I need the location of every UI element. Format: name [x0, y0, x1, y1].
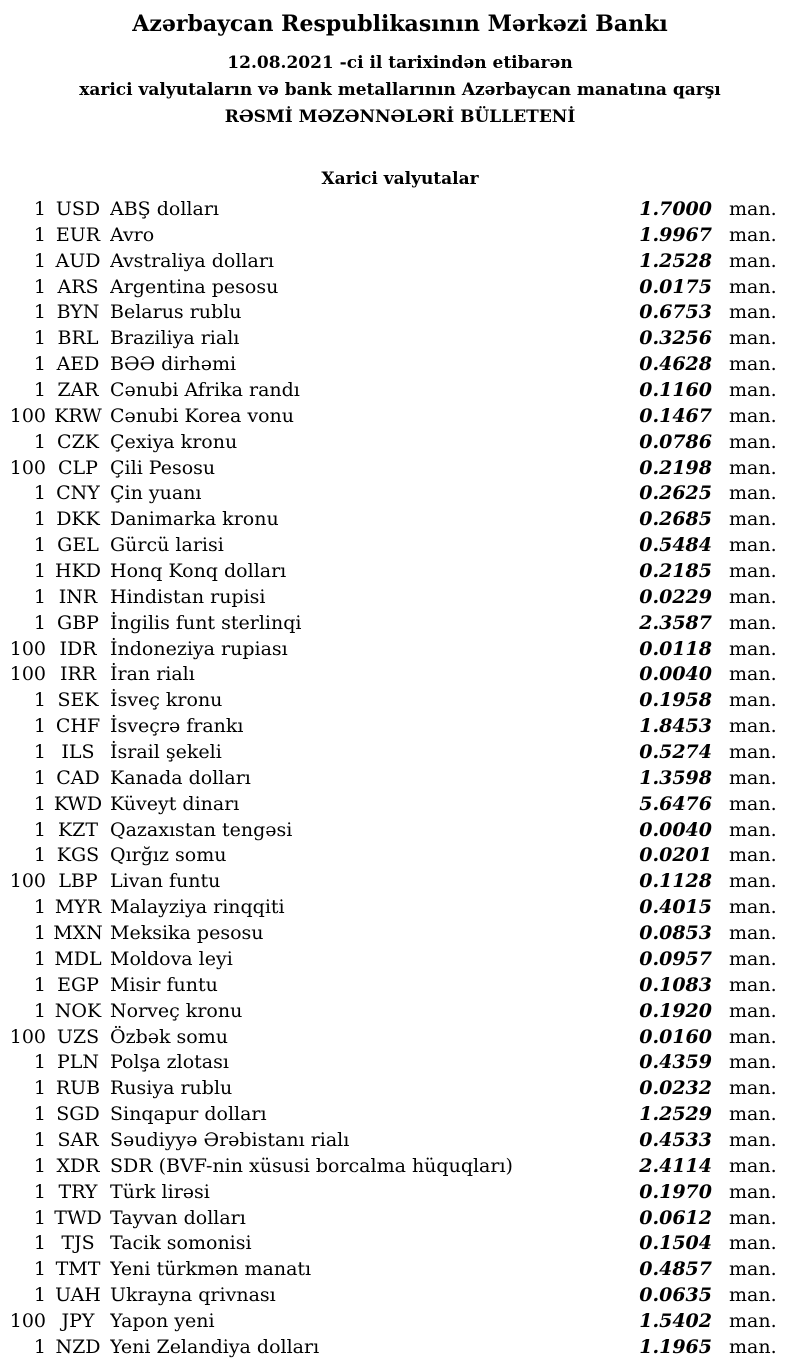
- code-cell: ILS: [61, 741, 95, 764]
- name-cell: Qırğız somu: [110, 844, 227, 867]
- code-cell: MXN: [53, 922, 103, 945]
- rate-cell: 0.4015: [639, 896, 712, 919]
- rate-cell: 0.0635: [639, 1284, 712, 1307]
- qty-cell: 1: [33, 1335, 46, 1358]
- qty-cell: 1: [33, 1128, 46, 1151]
- rate-cell: 2.3587: [639, 611, 712, 634]
- unit-cell: man.: [729, 741, 777, 764]
- qty-cell: 1: [33, 1103, 46, 1126]
- rate-cell: 0.5484: [639, 534, 712, 557]
- rate-cell: 0.5274: [639, 741, 712, 764]
- name-cell: İsrail şekeli: [110, 741, 222, 764]
- name-cell: İsveç kronu: [110, 689, 223, 712]
- unit-cell: man.: [729, 585, 777, 608]
- rate-row: [0, 1257, 800, 1283]
- rate-row: [0, 714, 800, 740]
- name-cell: Honq Konq dolları: [110, 560, 287, 583]
- code-cell: IDR: [59, 637, 97, 660]
- rate-row: [0, 1025, 800, 1051]
- code-cell: TWD: [54, 1206, 102, 1229]
- code-cell: CAD: [56, 766, 100, 789]
- rate-cell: 1.9967: [639, 223, 712, 246]
- rate-row: [0, 1128, 800, 1154]
- rate-row: [0, 404, 800, 430]
- qty-cell: 1: [33, 560, 46, 583]
- code-cell: BYN: [56, 301, 100, 324]
- code-cell: SEK: [57, 689, 99, 712]
- qty-cell: 1: [33, 715, 46, 738]
- unit-cell: man.: [729, 844, 777, 867]
- unit-cell: man.: [729, 198, 777, 220]
- rate-row: [0, 1180, 800, 1206]
- name-cell: Kanada dolları: [110, 766, 251, 789]
- unit-cell: man.: [729, 456, 777, 479]
- rate-row: [0, 1231, 800, 1257]
- rate-row: [0, 275, 800, 301]
- code-cell: KWD: [53, 792, 103, 815]
- unit-cell: man.: [729, 715, 777, 738]
- unit-cell: man.: [729, 1335, 777, 1358]
- qty-cell: 1: [33, 430, 46, 453]
- name-cell: Misir funtu: [110, 973, 218, 996]
- rate-cell: 1.2529: [639, 1103, 712, 1126]
- name-cell: Yapon yeni: [110, 1309, 215, 1332]
- rate-cell: 0.0118: [639, 637, 712, 660]
- qty-cell: 1: [33, 1051, 46, 1074]
- qty-cell: 1: [33, 999, 46, 1022]
- qty-cell: 1: [33, 611, 46, 634]
- qty-cell: 1: [33, 353, 46, 376]
- unit-cell: man.: [729, 896, 777, 919]
- rate-row: [0, 740, 800, 766]
- rate-cell: 1.5402: [639, 1309, 712, 1332]
- rate-cell: 0.4857: [639, 1258, 712, 1281]
- rate-cell: 0.0232: [639, 1077, 712, 1100]
- rate-row: [0, 921, 800, 947]
- rate-row: [0, 637, 800, 663]
- name-cell: Türk lirəsi: [110, 1180, 210, 1203]
- qty-cell: 1: [33, 534, 46, 557]
- code-cell: CHF: [55, 715, 101, 738]
- document-header: [0, 0, 800, 131]
- rate-row: [0, 378, 800, 404]
- rate-cell: 0.0201: [639, 844, 712, 867]
- rate-row: [0, 197, 800, 223]
- name-cell: Hindistan rupisi: [110, 585, 266, 608]
- code-cell: ZAR: [57, 379, 99, 402]
- qty-cell: 1: [33, 327, 46, 350]
- unit-cell: man.: [729, 1103, 777, 1126]
- code-cell: RUB: [55, 1077, 101, 1100]
- name-cell: Danimarka kronu: [110, 508, 279, 531]
- unit-cell: man.: [729, 870, 777, 893]
- rate-cell: 0.0175: [639, 275, 712, 298]
- qty-cell: 1: [33, 1284, 46, 1307]
- rate-row: [0, 223, 800, 249]
- code-cell: PLN: [56, 1051, 100, 1074]
- code-cell: USD: [55, 198, 101, 220]
- rate-cell: 0.1083: [639, 973, 712, 996]
- name-cell: BƏƏ dirhəmi: [110, 353, 237, 376]
- code-cell: GEL: [57, 534, 99, 557]
- rate-row: [0, 662, 800, 688]
- rate-row: [0, 1102, 800, 1128]
- rate-cell: 0.2185: [639, 560, 712, 583]
- name-cell: Çexiya kronu: [110, 430, 238, 453]
- name-cell: Meksika pesosu: [110, 922, 264, 945]
- rate-cell: 0.0957: [639, 947, 712, 970]
- rate-row: [0, 1206, 800, 1232]
- rate-cell: 0.2625: [639, 482, 712, 505]
- rate-row: [0, 585, 800, 611]
- unit-cell: man.: [729, 353, 777, 376]
- code-cell: AUD: [55, 249, 101, 272]
- name-cell: İngilis funt sterlinqi: [110, 611, 302, 634]
- rate-row: [0, 430, 800, 456]
- name-cell: Moldova leyi: [110, 947, 233, 970]
- rate-cell: 5.6476: [639, 792, 712, 815]
- qty-cell: 1: [33, 249, 46, 272]
- rate-cell: 1.8453: [639, 715, 712, 738]
- code-cell: NZD: [55, 1335, 101, 1358]
- name-cell: Rusiya rublu: [110, 1077, 233, 1100]
- rate-row: [0, 326, 800, 352]
- code-cell: UZS: [56, 1025, 100, 1048]
- unit-cell: man.: [729, 663, 777, 686]
- name-cell: Yeni Zelandiya dolları: [110, 1335, 320, 1358]
- rate-cell: 0.0040: [639, 663, 712, 686]
- unit-cell: man.: [729, 1284, 777, 1307]
- unit-cell: man.: [729, 1180, 777, 1203]
- bulletin-title-line: RƏSMİ MƏZƏNNƏLƏRİ BÜLLETENİ: [224, 107, 576, 127]
- name-cell: Polşa zlotası: [110, 1051, 229, 1074]
- name-cell: Tayvan dolları: [110, 1206, 246, 1229]
- code-cell: EUR: [55, 223, 101, 246]
- unit-cell: man.: [729, 534, 777, 557]
- name-cell: Ukrayna qrivnası: [110, 1284, 276, 1307]
- rate-row: [0, 533, 800, 559]
- name-cell: Özbək somu: [110, 1025, 228, 1048]
- unit-cell: man.: [729, 611, 777, 634]
- rate-cell: 0.3256: [639, 327, 712, 350]
- name-cell: Braziliya rialı: [110, 327, 240, 350]
- rate-cell: 0.2685: [639, 508, 712, 531]
- rate-cell: 0.4628: [639, 353, 712, 376]
- qty-cell: 1: [33, 896, 46, 919]
- name-cell: ABŞ dolları: [110, 198, 219, 220]
- unit-cell: man.: [729, 404, 777, 427]
- rate-cell: 0.0786: [639, 430, 712, 453]
- unit-cell: man.: [729, 792, 777, 815]
- rate-row: [0, 1309, 800, 1335]
- name-cell: Sinqapur dolları: [110, 1103, 267, 1126]
- rate-row: [0, 507, 800, 533]
- qty-cell: 100: [9, 637, 46, 660]
- unit-cell: man.: [729, 947, 777, 970]
- rate-cell: 0.0040: [639, 818, 712, 841]
- rate-cell: 2.4114: [639, 1154, 712, 1177]
- rate-cell: 0.1970: [639, 1180, 712, 1203]
- qty-cell: 1: [33, 585, 46, 608]
- rate-cell: 0.1467: [639, 404, 712, 427]
- name-cell: Yeni türkmən manatı: [110, 1258, 312, 1281]
- unit-cell: man.: [729, 766, 777, 789]
- rates-table: [0, 197, 800, 1359]
- qty-cell: 1: [33, 844, 46, 867]
- unit-cell: man.: [729, 1051, 777, 1074]
- code-cell: UAH: [55, 1284, 101, 1307]
- rate-row: [0, 1283, 800, 1309]
- unit-cell: man.: [729, 1128, 777, 1151]
- rate-row: [0, 481, 800, 507]
- name-cell: Argentina pesosu: [110, 275, 279, 298]
- name-cell: İsveçrə frankı: [110, 715, 244, 738]
- code-cell: IRR: [59, 663, 97, 686]
- qty-cell: 100: [9, 456, 46, 479]
- qty-cell: 1: [33, 792, 46, 815]
- qty-cell: 1: [33, 766, 46, 789]
- code-cell: DKK: [56, 508, 100, 531]
- qty-cell: 1: [33, 482, 46, 505]
- unit-cell: man.: [729, 275, 777, 298]
- qty-cell: 1: [33, 275, 46, 298]
- code-cell: TRY: [58, 1180, 98, 1203]
- name-cell: Çin yuanı: [110, 482, 202, 505]
- qty-cell: 1: [33, 1180, 46, 1203]
- qty-cell: 1: [33, 301, 46, 324]
- qty-cell: 100: [9, 663, 46, 686]
- rate-row: [0, 1335, 800, 1359]
- name-cell: Avro: [110, 223, 155, 246]
- code-cell: KZT: [57, 818, 99, 841]
- rate-row: [0, 792, 800, 818]
- name-cell: SDR (BVF-nin xüsusi borcalma hüquqları): [110, 1154, 513, 1177]
- code-cell: KGS: [56, 844, 100, 867]
- rate-cell: 0.1504: [639, 1232, 712, 1255]
- rate-cell: 1.1965: [639, 1335, 712, 1358]
- rate-cell: 1.7000: [639, 198, 712, 220]
- code-cell: CZK: [57, 430, 99, 453]
- qty-cell: 1: [33, 922, 46, 945]
- qty-cell: 1: [33, 379, 46, 402]
- code-cell: CLP: [58, 456, 98, 479]
- unit-cell: man.: [729, 1258, 777, 1281]
- unit-cell: man.: [729, 1206, 777, 1229]
- unit-cell: man.: [729, 1025, 777, 1048]
- qty-cell: 100: [9, 870, 46, 893]
- unit-cell: man.: [729, 973, 777, 996]
- date-line: 12.08.2021 -ci il tarixindən etibarən: [227, 53, 573, 73]
- qty-cell: 1: [33, 508, 46, 531]
- code-cell: GBP: [57, 611, 99, 634]
- name-cell: Avstraliya dolları: [110, 249, 274, 272]
- name-cell: Norveç kronu: [110, 999, 243, 1022]
- code-cell: SGD: [56, 1103, 100, 1126]
- name-cell: İran rialı: [110, 663, 195, 686]
- code-cell: HKD: [55, 560, 101, 583]
- qty-cell: 1: [33, 741, 46, 764]
- qty-cell: 1: [33, 947, 46, 970]
- rate-row: [0, 249, 800, 275]
- code-cell: EGP: [57, 973, 99, 996]
- name-cell: Cənubi Korea vonu: [110, 404, 294, 427]
- name-cell: Gürcü larisi: [110, 534, 224, 557]
- code-cell: TJS: [61, 1232, 95, 1255]
- unit-cell: man.: [729, 223, 777, 246]
- unit-cell: man.: [729, 249, 777, 272]
- code-cell: ARS: [57, 275, 99, 298]
- code-cell: MDL: [54, 947, 102, 970]
- unit-cell: man.: [729, 379, 777, 402]
- rate-row: [0, 456, 800, 482]
- rate-cell: 0.1958: [639, 689, 712, 712]
- code-cell: BRL: [57, 327, 99, 350]
- rate-cell: 1.2528: [639, 249, 712, 272]
- rate-row: [0, 973, 800, 999]
- code-cell: AED: [56, 353, 100, 376]
- unit-cell: man.: [729, 327, 777, 350]
- qty-cell: 1: [33, 1154, 46, 1177]
- rate-cell: 0.0160: [639, 1025, 712, 1048]
- rate-cell: 0.1160: [639, 379, 712, 402]
- name-cell: Səudiyyə Ərəbistanı rialı: [110, 1128, 350, 1151]
- rate-row: [0, 1076, 800, 1102]
- code-cell: KRW: [54, 404, 102, 427]
- qty-cell: 1: [33, 973, 46, 996]
- name-cell: Küveyt dinarı: [110, 792, 240, 815]
- unit-cell: man.: [729, 1309, 777, 1332]
- rate-cell: 1.3598: [639, 766, 712, 789]
- rate-row: [0, 611, 800, 637]
- code-cell: LBP: [58, 870, 98, 893]
- qty-cell: 100: [9, 1025, 46, 1048]
- qty-cell: 1: [33, 198, 46, 220]
- qty-cell: 1: [33, 1232, 46, 1255]
- unit-cell: man.: [729, 1154, 777, 1177]
- qty-cell: 1: [33, 818, 46, 841]
- unit-cell: man.: [729, 301, 777, 324]
- rate-row: [0, 999, 800, 1025]
- rate-cell: 0.1128: [639, 870, 712, 893]
- unit-cell: man.: [729, 637, 777, 660]
- name-cell: Livan funtu: [110, 870, 221, 893]
- code-cell: XDR: [56, 1154, 100, 1177]
- unit-cell: man.: [729, 430, 777, 453]
- rate-cell: 0.6753: [639, 301, 712, 324]
- rate-cell: 0.4533: [639, 1128, 712, 1151]
- unit-cell: man.: [729, 560, 777, 583]
- rate-row: [0, 1154, 800, 1180]
- name-cell: İndoneziya rupiası: [110, 637, 288, 660]
- rate-cell: 0.2198: [639, 456, 712, 479]
- unit-cell: man.: [729, 1232, 777, 1255]
- rate-row: [0, 559, 800, 585]
- rate-cell: 0.4359: [639, 1051, 712, 1074]
- name-cell: Tacik somonisi: [110, 1232, 252, 1255]
- rate-cell: 0.0612: [639, 1206, 712, 1229]
- qty-cell: 1: [33, 1077, 46, 1100]
- code-cell: NOK: [54, 999, 102, 1022]
- scope-line: xarici valyutaların və bank metallarının Azərbaycan manatına qarşı: [79, 80, 721, 100]
- rate-row: [0, 1050, 800, 1076]
- unit-cell: man.: [729, 1077, 777, 1100]
- code-cell: JPY: [61, 1309, 95, 1332]
- name-cell: Cənubi Afrika randı: [110, 379, 300, 402]
- rate-row: [0, 843, 800, 869]
- rate-cell: 0.0229: [639, 585, 712, 608]
- unit-cell: man.: [729, 999, 777, 1022]
- name-cell: Qazaxıstan tengəsi: [110, 818, 293, 841]
- code-cell: CNY: [56, 482, 100, 505]
- rate-row: [0, 766, 800, 792]
- rate-row: [0, 688, 800, 714]
- code-cell: MYR: [54, 896, 102, 919]
- qty-cell: 100: [9, 1309, 46, 1332]
- name-cell: Çili Pesosu: [110, 456, 216, 479]
- unit-cell: man.: [729, 922, 777, 945]
- unit-cell: man.: [729, 482, 777, 505]
- rate-row: [0, 352, 800, 378]
- qty-cell: 1: [33, 1206, 46, 1229]
- name-cell: Belarus rublu: [110, 301, 242, 324]
- rate-row: [0, 818, 800, 844]
- rate-cell: 0.1920: [639, 999, 712, 1022]
- unit-cell: man.: [729, 818, 777, 841]
- rate-cell: 0.0853: [639, 922, 712, 945]
- qty-cell: 100: [9, 404, 46, 427]
- rate-row: [0, 869, 800, 895]
- qty-cell: 1: [33, 689, 46, 712]
- unit-cell: man.: [729, 508, 777, 531]
- code-cell: TMT: [55, 1258, 101, 1281]
- name-cell: Malayziya rinqqiti: [110, 896, 285, 919]
- code-cell: SAR: [57, 1128, 99, 1151]
- rate-row: [0, 300, 800, 326]
- rate-row: [0, 947, 800, 973]
- rate-row: [0, 895, 800, 921]
- page-title: Azərbaycan Respublikasının Mərkəzi Bankı: [132, 11, 668, 37]
- qty-cell: 1: [33, 223, 46, 246]
- unit-cell: man.: [729, 689, 777, 712]
- code-cell: INR: [58, 585, 98, 608]
- section-heading-foreign-currencies: Xarici valyutalar: [321, 169, 479, 189]
- qty-cell: 1: [33, 1258, 46, 1281]
